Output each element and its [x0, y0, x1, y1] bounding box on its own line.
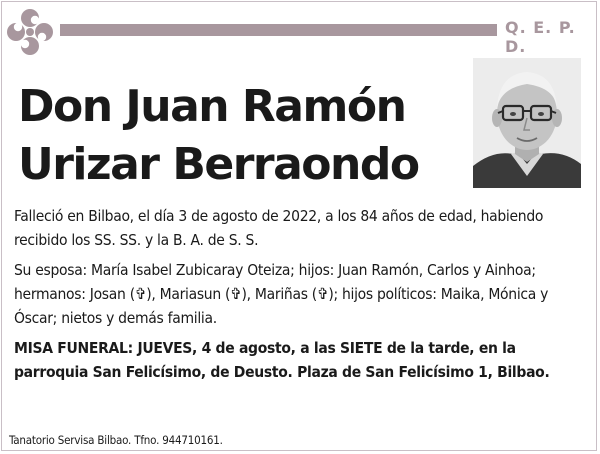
death-notice-paragraph: Falleció en Bilbao, el día 3 de agosto de 2022, a los 84 años de edad, habiendo recibido los SS. SS. y la B. A. de S. S. [14, 207, 544, 249]
name-line-1: Don Juan Ramón [18, 81, 406, 132]
qepd-label: Q. E. P. D. [505, 18, 576, 56]
portrait-photo [473, 58, 581, 188]
header-bar [60, 24, 497, 36]
deceased-name [18, 78, 468, 194]
obituary-body [14, 204, 586, 390]
lauburu-icon [6, 8, 54, 56]
funeral-home-footer: Tanatorio Servisa Bilbao. Tfno. 944710161. [9, 433, 223, 447]
funeral-mass-paragraph: MISA FUNERAL: JUEVES, 4 de agosto, a las SIETE de la tarde, en la parroquia San Felicísimo, de Deusto. Plaza de San Felicísimo 1, Bilbao. [14, 339, 550, 381]
family-paragraph: Su esposa: María Isabel Zubicaray Oteiza; hijos: Juan Ramón, Carlos y Ainhoa; hermanos: Josan (✞), Mariasun (✞), Mariñas (✞); hijos políticos: Maika, Mónica y Óscar; nietos y demás familia. [14, 261, 549, 327]
name-line-2: Urizar Berraondo [18, 139, 419, 190]
